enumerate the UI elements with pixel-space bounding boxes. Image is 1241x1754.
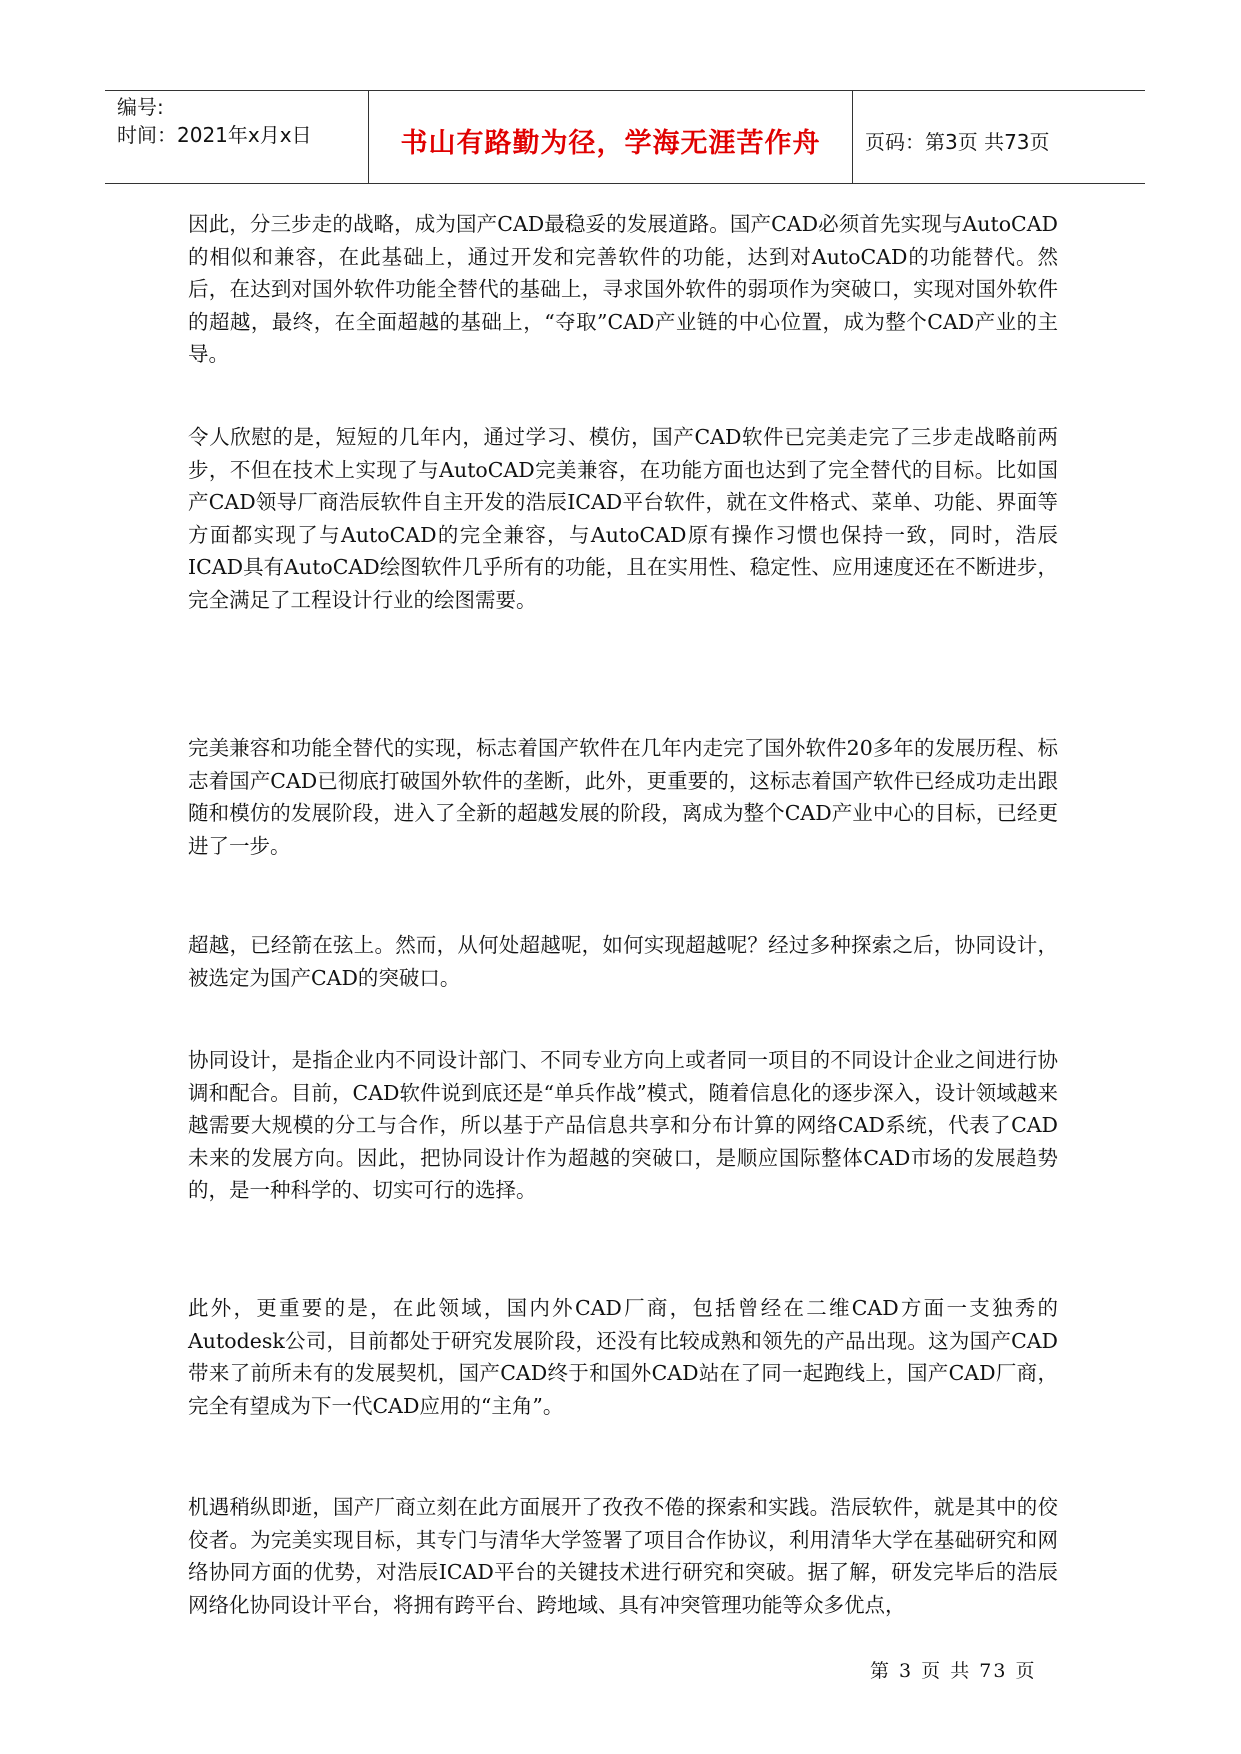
header-motto-cell [369, 91, 853, 183]
document-number-label: 编号: [117, 95, 164, 119]
header-info-cell [105, 91, 369, 183]
paragraph-4: 超越，已经箭在弦上。然而，从何处超越呢，如何实现超越呢？经过多种探索之后，协同设计，被选定为国产CAD的突破口。 [188, 933, 1058, 990]
document-time-label: 时间：2021年x月x日 [117, 123, 312, 147]
paragraph-2: 令人欣慰的是，短短的几年内，通过学习、模仿，国产CAD软件已完美走完了三步走战略前两步，不但在技术上实现了与AutoCAD完美兼容，在功能方面也达到了完全替代的目标。比如国产CAD领导厂商浩辰软件自主开发的浩辰ICAD平台软件，就在文件格式、菜单、功能、界面等方面都实现了与AutoCAD的完全兼容，与AutoCAD原有操作习惯也保持一致，同时，浩辰ICAD具有AutoCAD绘图软件几乎所有的功能，且在实用性、稳定性、应用速度还在不断进步，完全满足了工程设计行业的绘图需要。 [188, 425, 1058, 612]
paragraph-3: 完美兼容和功能全替代的实现，标志着国产软件在几年内走完了国外软件20多年的发展历程、标志着国产CAD已彻底打破国外软件的垄断，此外，更重要的，这标志着国产软件已经成功走出跟随和模仿的发展阶段，进入了全新的超越发展的阶段，离成为整个CAD产业中心的目标，已经更进了一步。 [188, 736, 1058, 858]
paragraph-7: 机遇稍纵即逝，国产厂商立刻在此方面展开了孜孜不倦的探索和实践。浩辰软件，就是其中的佼佼者。为完美实现目标，其专门与清华大学签署了项目合作协议，利用清华大学在基础研究和网络协同方面的优势，对浩辰ICAD平台的关键技术进行研究和突破。据了解，研发完毕后的浩辰网络化协同设计平台，将拥有跨平台、跨地域、具有冲突管理功能等众多优点， [188, 1495, 1058, 1617]
paragraph-5: 协同设计，是指企业内不同设计部门、不同专业方向上或者同一项目的不同设计企业之间进行协调和配合。目前，CAD软件说到底还是“单兵作战”模式，随着信息化的逐步深入，设计领域越来越需要大规模的分工与合作，所以基于产品信息共享和分布计算的网络CAD系统，代表了CAD未来的发展方向。因此，把协同设计作为超越的突破口，是顺应国际整体CAD市场的发展趋势的，是一种科学的、切实可行的选择。 [188, 1048, 1058, 1203]
page-footer: 第 3 页 共 73 页 [870, 1660, 1037, 1682]
header-page-cell [853, 91, 1145, 183]
header-motto: 书山有路勤为径，学海无涯苦作舟 [400, 127, 821, 159]
header-page-code: 页码：第3页 共73页 [865, 129, 1050, 154]
document-header [105, 90, 1145, 184]
paragraph-1: 因此，分三步走的战略，成为国产CAD最稳妥的发展道路。国产CAD必须首先实现与AutoCAD的相似和兼容，在此基础上，通过开发和完善软件的功能，达到对AutoCAD的功能替代。然后，在达到对国外软件功能全替代的基础上，寻求国外软件的弱项作为突破口，实现对国外软件的超越，最终，在全面超越的基础上，“夺取”CAD产业链的中心位置，成为整个CAD产业的主导。 [188, 212, 1058, 367]
paragraph-6: 此外，更重要的是，在此领域，国内外CAD厂商，包括曾经在二维CAD方面一支独秀的Autodesk公司，目前都处于研究发展阶段，还没有比较成熟和领先的产品出现。这为国产CAD带来了前所未有的发展契机，国产CAD终于和国外CAD站在了同一起跑线上，国产CAD厂商，完全有望成为下一代CAD应用的“主角”。 [188, 1296, 1058, 1418]
